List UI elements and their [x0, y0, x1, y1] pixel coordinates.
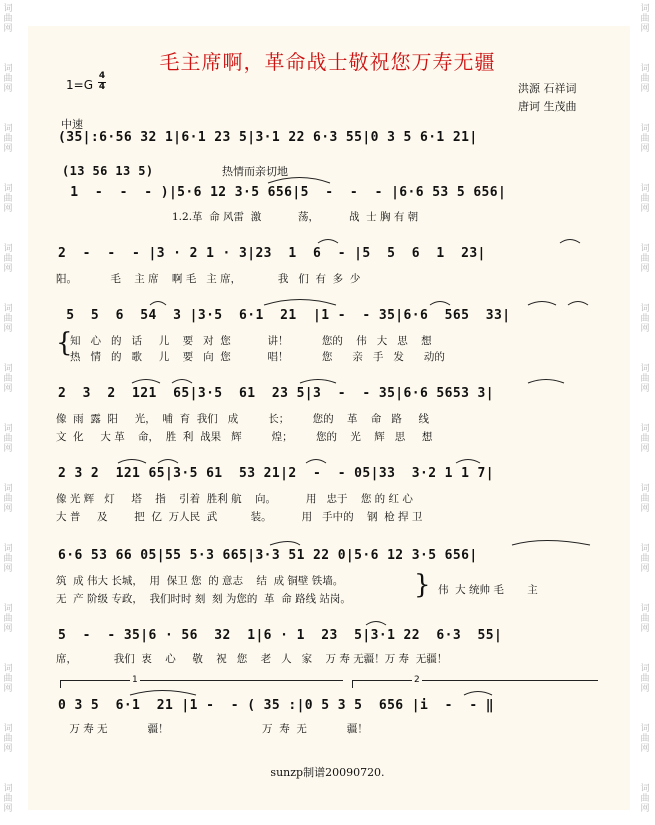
- slur: [118, 460, 146, 464]
- watermark-glyph: 词: [3, 784, 13, 794]
- watermark-glyph: 曲: [3, 374, 13, 384]
- watermark-glyph: 词: [3, 184, 13, 194]
- watermark-glyph: 词: [640, 364, 650, 374]
- slur: [512, 541, 590, 546]
- volta-2-number: 2: [414, 675, 420, 685]
- watermark-glyph: 网: [640, 744, 650, 754]
- slur: [130, 691, 196, 696]
- watermark-glyph: 曲: [640, 734, 650, 744]
- watermark-glyph: 网: [640, 804, 650, 814]
- slur: [430, 302, 450, 306]
- key-signature: 1=G: [66, 78, 93, 92]
- slur: [172, 380, 192, 384]
- watermark-glyph: 网: [640, 204, 650, 214]
- watermark-glyph: 网: [3, 384, 13, 394]
- notation-line-6: 2 3 2 121 65|3·5 61 53 21|2 - - 05|33 3·2 1 1 7|: [58, 466, 495, 481]
- meter-top: 4: [98, 71, 106, 81]
- watermark-glyph: 词: [640, 424, 650, 434]
- watermark-glyph: 曲: [3, 554, 13, 564]
- notation-line-5: 2 3 2 121 65|3·5 61 23 5|3 - - 35|6·6 5653 3|: [58, 386, 495, 401]
- lyric-line-6b: 大 普 及 把 亿 万人民 武 装。 用 手中的 钢 枪 捍 卫: [56, 511, 423, 523]
- lyric-line-8: 席， 我们 衷 心 敬 祝 您 老 人 家 万 寿 无疆！万 寿 无疆！: [56, 653, 448, 665]
- watermark-glyph: 网: [3, 744, 13, 754]
- watermark-glyph: 词: [3, 724, 13, 734]
- watermark-glyph: 词: [640, 64, 650, 74]
- watermark-glyph: 曲: [3, 314, 13, 324]
- footer-credit: sunzp制谱20090720.: [270, 766, 385, 779]
- lyric-brace-4: {: [56, 328, 73, 358]
- watermark-glyph: 词: [3, 4, 13, 14]
- lyric-line-5b: 文 化 大 革 命， 胜 利 战果 辉 煌； 您的 光 辉 思 想: [56, 431, 433, 443]
- watermark-glyph: 曲: [3, 674, 13, 684]
- watermark-glyph: 词: [3, 604, 13, 614]
- slur: [318, 240, 338, 244]
- lyric-line-4b: 热 情 的 歌 儿 要 向 您 唱！ 您 亲 手 发 动的: [70, 351, 445, 363]
- notation-intro-bracket: (13 56 13 5): [62, 164, 154, 178]
- slur: [264, 300, 336, 306]
- watermark-glyph: 网: [3, 204, 13, 214]
- watermark-glyph: 曲: [3, 614, 13, 624]
- slur: [528, 302, 556, 306]
- watermark-glyph: 网: [3, 24, 13, 34]
- meter-bottom: 4: [98, 82, 106, 92]
- notation-line-7: 6·6 53 66 05|55 5·3 665|3·3 51 22 0|5·6 12 3·5 656|: [58, 548, 478, 563]
- watermark-glyph: 词: [640, 604, 650, 614]
- lyric-line-3: 阳。 毛 主 席 啊 毛 主 席， 我 们 有 多 少: [56, 273, 361, 285]
- watermark-glyph: 曲: [3, 74, 13, 84]
- watermark-glyph: 词: [640, 244, 650, 254]
- watermark-glyph: 网: [640, 384, 650, 394]
- watermark-glyph: 网: [640, 324, 650, 334]
- expression-marking: 热情而亲切地: [222, 165, 288, 178]
- watermark-glyph: 词: [3, 364, 13, 374]
- lyric-line-5a: 像 雨 露 阳 光， 哺 育 我们 成 长； 您的 革 命 路 线: [56, 413, 430, 425]
- watermark-glyph: 网: [640, 564, 650, 574]
- notation-line-1: (35|:6·56 32 1|6·1 23 5|3·1 22 6·3 55|0 3 5 6·1 21|: [58, 130, 478, 145]
- watermark-glyph: 词: [3, 124, 13, 134]
- watermark-glyph: 曲: [3, 254, 13, 264]
- watermark-glyph: 曲: [640, 254, 650, 264]
- watermark-glyph: 网: [3, 264, 13, 274]
- composer-credit: 唐诃 生茂曲: [518, 100, 577, 113]
- slur: [306, 460, 326, 464]
- watermark-glyph: 曲: [3, 194, 13, 204]
- watermark-glyph: 曲: [640, 614, 650, 624]
- watermark-glyph: 词: [640, 184, 650, 194]
- watermark-glyph: 词: [3, 424, 13, 434]
- watermark-glyph: 网: [3, 144, 13, 154]
- watermark-glyph: 网: [3, 684, 13, 694]
- watermark-glyph: 网: [640, 24, 650, 34]
- watermark-glyph: 词: [640, 484, 650, 494]
- watermark-glyph: 网: [3, 624, 13, 634]
- watermark-glyph: 词: [3, 304, 13, 314]
- slur: [300, 380, 336, 384]
- watermark-glyph: 词: [3, 64, 13, 74]
- notation-line-8: 5 - - 35|6 · 56 32 1|6 · 1 23 5|3·1 22 6·3 55|: [58, 628, 503, 643]
- watermark-glyph: 词: [640, 304, 650, 314]
- lyric-line-7a: 筑 成 伟大 长城， 用 保卫 您 的 意志 结 成 铜壁 铁墙。: [56, 575, 344, 587]
- watermark-glyph: 网: [3, 324, 13, 334]
- lyricist-credit: 洪源 石祥词: [518, 82, 577, 95]
- watermark-glyph: 曲: [640, 434, 650, 444]
- watermark-glyph: 词: [3, 544, 13, 554]
- slur: [132, 380, 160, 384]
- lyric-line-9: 万 寿 无 疆！ 万 寿 无 疆！: [56, 723, 368, 735]
- watermark-glyph: 网: [640, 684, 650, 694]
- notation-line-4: 5 5 6 54 3 |3·5 6·1 21 |1 - - 35|6·6 565 33|: [58, 308, 511, 323]
- slur: [268, 178, 330, 184]
- watermark-glyph: 词: [3, 484, 13, 494]
- slur: [568, 302, 588, 306]
- watermark-glyph: 曲: [640, 674, 650, 684]
- watermark-glyph: 网: [3, 804, 13, 814]
- watermark-glyph: 曲: [3, 794, 13, 804]
- slur: [464, 692, 492, 696]
- slur: [270, 542, 300, 546]
- watermark-glyph: 曲: [640, 554, 650, 564]
- watermark-glyph: 网: [3, 504, 13, 514]
- watermark-glyph: 曲: [640, 74, 650, 84]
- watermark-glyph: 网: [640, 84, 650, 94]
- watermark-glyph: 网: [640, 444, 650, 454]
- watermark-glyph: 词: [3, 664, 13, 674]
- watermark-glyph: 词: [640, 544, 650, 554]
- watermark-glyph: 曲: [640, 494, 650, 504]
- lyric-line-6a: 像 光 辉 灯 塔 指 引着 胜利 航 向。 用 忠于 您 的 红 心: [56, 493, 413, 505]
- watermark-glyph: 词: [640, 664, 650, 674]
- watermark-glyph: 曲: [3, 734, 13, 744]
- lyric-line-4a: 知 心 的 话 儿 要 对 您 讲！ 您的 伟 大 思 想: [70, 335, 432, 347]
- lyric-brace-7: }: [414, 570, 431, 600]
- watermark-glyph: 曲: [640, 374, 650, 384]
- watermark-glyph: 曲: [3, 134, 13, 144]
- watermark-glyph: 词: [3, 244, 13, 254]
- watermark-glyph: 曲: [3, 14, 13, 24]
- watermark-glyph: 词: [640, 4, 650, 14]
- watermark-glyph: 网: [3, 84, 13, 94]
- slur: [456, 460, 480, 464]
- notation-line-3: 2 - - - |3 · 2 1 · 3|23 1 6 - |5 5 6 1 23|: [58, 246, 486, 261]
- slur: [560, 240, 580, 244]
- page-title: 毛主席啊，革命战士敬祝您万寿无疆: [159, 50, 496, 74]
- notation-line-2: 1 - - - )|5·6 12 3·5 656|5 - - - |6·6 53 5 656|: [62, 185, 507, 200]
- watermark-glyph: 网: [3, 444, 13, 454]
- volta-1-number: 1: [132, 675, 138, 685]
- watermark-glyph: 网: [3, 564, 13, 574]
- watermark-glyph: 曲: [640, 794, 650, 804]
- slur: [150, 302, 166, 306]
- slur: [528, 380, 564, 384]
- watermark-glyph: 曲: [640, 134, 650, 144]
- watermark-glyph: 网: [640, 264, 650, 274]
- lyric-line-7b: 无 产 阶级 专政， 我们时时 刻 刻 为您的 革 命 路线 站岗。: [56, 593, 351, 605]
- slur: [158, 460, 178, 464]
- watermark-glyph: 曲: [3, 434, 13, 444]
- watermark-glyph: 词: [640, 724, 650, 734]
- notation-line-9: 0 3 5 6·1 21 |1 - - ( 35 :|0 5 3 5 656 |i - - ‖: [58, 698, 495, 713]
- watermark-glyph: 网: [640, 504, 650, 514]
- slur: [366, 622, 386, 626]
- watermark-glyph: 网: [640, 624, 650, 634]
- watermark-glyph: 曲: [640, 314, 650, 324]
- watermark-glyph: 曲: [640, 14, 650, 24]
- lyric-line-2: 1.2.革 命 风雷 激 荡， 战 士 胸 有 朝: [172, 211, 419, 223]
- lyric-line-7c: 伟 大 统帅 毛 主: [438, 584, 538, 596]
- watermark-glyph: 词: [640, 784, 650, 794]
- watermark-glyph: 词: [640, 124, 650, 134]
- watermark-glyph: 网: [640, 144, 650, 154]
- watermark-glyph: 曲: [640, 194, 650, 204]
- tempo-marking: 中速: [61, 118, 83, 131]
- watermark-glyph: 曲: [3, 494, 13, 504]
